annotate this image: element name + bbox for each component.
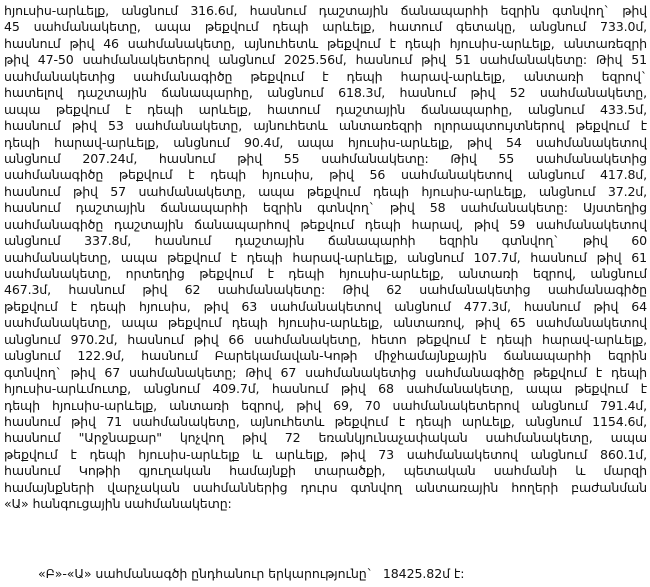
text-line: հատելով դաշտային ճանապարհը, անցնում 618.3մ, հասնում թիվ 52 սահմանակետը, xyxy=(4,85,647,101)
text-line: հասնում "Արջնաքար" կոչվող թիվ 72 եռանկյունաչափական սահմանակետը, ապա xyxy=(4,430,647,446)
text-line: սահմանագիծը դաշտային ճանապարհով թեքվում դեպի հարավ, թիվ 59 սահմանակետով xyxy=(4,216,647,232)
text-line: հասնում Կոթիի գյուղական համայնքի տարածքի, պետական սահմանի և մարզի xyxy=(4,463,647,479)
text-line: հասնում դաշտային ճանապարհի եզրին գտնվող` թիվ 58 սահմանակետը: Այստեղից xyxy=(4,200,647,216)
text-line: թիվ 47-50 սահմանակետերով անցնում 2025.56մ, հասնում թիվ 51 սահմանակետը: Թիվ 51 xyxy=(4,52,647,68)
text-line: դեպի հյուսիս-արևելք, անտառի եզրով, թիվ 69, 70 սահմանակետերով անցնում 791.4մ, xyxy=(4,397,647,413)
text-line: սահմանակետը, որտեղից թեքվում է դեպի հյուսիս-արևելք, անտառի եզրով, անցնում xyxy=(4,266,647,281)
text-line: սահմանակետից սահմանագիծը թեքվում է դեպի հարավ-արևելք, անտառի եզրով` xyxy=(4,68,647,84)
text-line: ապա թեքվում է դեպի արևելք, հատում դաշտային ճանապարհը, անցնում 433.5մ, xyxy=(4,101,647,117)
text-line: թեքվում է դեպի հյուսիս-արևելք և արևելք, թիվ 73 սահմանակետով անցնում 860.1մ, xyxy=(4,446,647,462)
text-line: հասնում թիվ 57 սահմանակետը, ապա թեքվում դեպի հյուսիս-արևելք, անցնում 37.2մ, xyxy=(4,183,647,199)
text-line: հյուսիս-արևելք, անցնում 316.6մ, հասնում դաշտային ճանապարհի եզրին գտնվող` թիվ xyxy=(4,3,647,18)
document-body xyxy=(4,3,647,513)
text-line: համայնքների վարչական սահմաններից դուրս գտնվող անտառային հողերի բաժանման xyxy=(4,479,647,495)
text-line: թեքվում է դեպի հյուսիս, թիվ 63 սահմանակետով անցնում 477.3մ, հասնում թիվ 64 xyxy=(4,298,647,314)
text-line: գտնվող` թիվ 67 սահմանակետը; Թիվ 67 սահմանակետից սահմանագիծը թեքվում է դեպի xyxy=(4,364,647,380)
text-line: «Ա» հանգուցային սահմանակետը: xyxy=(4,496,232,512)
text-line: հասնում թիվ 71 սահմանակետը, այնուհետև թեքվում է դեպի արևելք, անցնում 1154.6մ, xyxy=(4,413,647,429)
text-line: հասնում թիվ 46 սահմանակետը, այնուհետև թեքվում է դեպի հյուսիս-արևելք, անտառեզրի xyxy=(4,35,647,51)
text-line: 467.3մ, հասնում թիվ 62 սահմանակետը: Թիվ 62 սահմանակետից սահմանագիծը xyxy=(4,282,647,298)
text-line: սահմանակետը, ապա թեքվում է դեպի հարավ-արևելք, անցնում 107.7մ, հասնում թիվ 61 xyxy=(4,249,647,265)
text-line: հյուսիս-արևմուտք, անցնում 409.7մ, հասնում թիվ 68 սահմանակետը, ապա թեքվում է xyxy=(4,381,647,397)
text-line: 45 սահմանակետը, ապա թեքվում դեպի արևելք, հատում գետակը, անցնում 733.0մ, xyxy=(4,19,647,35)
text-line: անցնում 122.9մ, հասնում Բարեկամավան-Կոթի միջհամայնքային ճանապարհի եզրին xyxy=(4,348,647,364)
summary-value: 18425.82մ է: xyxy=(382,566,465,581)
text-line: հասնում թիվ 53 սահմանակետը, այնուհետև անտառեզրի ոլորապտույտներով թեքվում է xyxy=(4,118,647,134)
text-line: սահմանագիծը թեքվում է դեպի հյուսիս, թիվ 56 սահմանակետով անցնում 417.8մ, xyxy=(4,167,647,183)
text-line: անցնում 337.8մ, հասնում դաշտային ճանապարհի եզրին գտնվող` թիվ 60 xyxy=(4,233,647,249)
total-length-summary xyxy=(38,566,464,582)
summary-label: «Բ»-«Ա» սահմանագծի ընդհանուր երկարությունը` xyxy=(38,566,373,581)
text-line: սահմանակետը, ապա թեքվում դեպի հյուսիս-արևելք, անտառով, թիվ 65 սահմանակետով xyxy=(4,315,647,331)
text-line: անցնում 970.2մ, հասնում թիվ 66 սահմանակետը, հետո թեքվում է դեպի հարավ-արևելք, xyxy=(4,331,647,347)
text-line: անցնում 207.24մ, հասնում թիվ 55 սահմանակետը: Թիվ 55 սահմանակետից xyxy=(4,150,647,166)
text-line: դեպի հարավ-արևելք, անցնում 90.4մ, ապա հյուսիս-արևելք, թիվ 54 սահմանակետով xyxy=(4,134,647,150)
